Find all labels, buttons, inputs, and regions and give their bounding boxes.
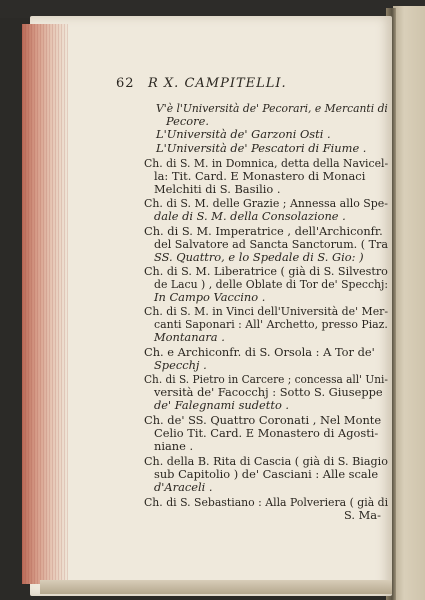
text-line: Montanara . xyxy=(154,330,225,344)
text-line: sub Capitolio ) de' Casciani : Alle scale xyxy=(154,467,379,481)
text-line: canti Saponari : All' Archetto, presso Piaz. xyxy=(154,317,388,331)
text-line: de' Falegnami sudetto . xyxy=(154,398,290,412)
text-line: de Lacu ) , delle Oblate di Tor de' Specchj: xyxy=(154,277,389,291)
text-line: del Salvatore ad Sancta Sanctorum. ( Tra xyxy=(154,237,388,251)
text-line: Ch. di S. M. Imperatrice , dell'Archiconfr. xyxy=(144,224,383,238)
text-line: L'Università de' Pescatori di Fiume . xyxy=(156,141,367,155)
text-line: Ch. di S. Sebastiano : Alla Polveriera ( già di xyxy=(144,495,389,509)
text-line: Ch. de' SS. Quattro Coronati , Nel Monte xyxy=(144,413,382,427)
text-line: Ch. di S. M. in Vinci dell'Università de' Mer- xyxy=(144,304,389,318)
text-line: la: Tit. Card. E Monastero di Monaci xyxy=(154,169,366,183)
catchword: S. Ma- xyxy=(344,508,381,522)
running-head: R X. CAMPITELLI. xyxy=(148,76,287,91)
text-line: Ch. di S. M. delle Grazie ; Annessa allo Spe- xyxy=(144,196,388,210)
text-line: Ch. di S. M. in Domnica, detta della Navicel- xyxy=(144,156,389,170)
text-line: Pecore. xyxy=(166,114,209,128)
text-line: Celio Tit. Card. E Monastero di Agosti- xyxy=(154,426,379,440)
text-line: versità de' Facocchj : Sotto S. Giuseppe xyxy=(154,385,383,399)
text-line: Melchiti di S. Basilio . xyxy=(154,182,281,196)
text-line: V'è l'Università de' Pecorari, e Mercanti di xyxy=(156,101,388,115)
running-header xyxy=(116,76,287,91)
text-line: In Campo Vaccino . xyxy=(154,290,266,304)
text-line: L'Università de' Garzoni Osti . xyxy=(156,127,331,141)
text-line: d'Araceli . xyxy=(154,480,213,494)
text-line: Ch. di S. M. Liberatrice ( già di S. Silvestro xyxy=(144,264,388,278)
text-line: Ch. della B. Rita di Cascia ( già di S. Biagio xyxy=(144,454,388,468)
text-line: Ch. e Archiconfr. di S. Orsola : A Tor de' xyxy=(144,345,375,359)
text-line: niane . xyxy=(154,439,194,453)
text-line: SS. Quattro, e lo Spedale di S. Gio: ) xyxy=(154,250,364,264)
text-line: Specchj . xyxy=(154,358,207,372)
text-line: Ch. di S. Pietro in Carcere ; concessa all' Uni- xyxy=(144,372,388,386)
page-number: 62 xyxy=(116,76,135,91)
text-line: dale di S. M. della Consolazione . xyxy=(154,209,346,223)
